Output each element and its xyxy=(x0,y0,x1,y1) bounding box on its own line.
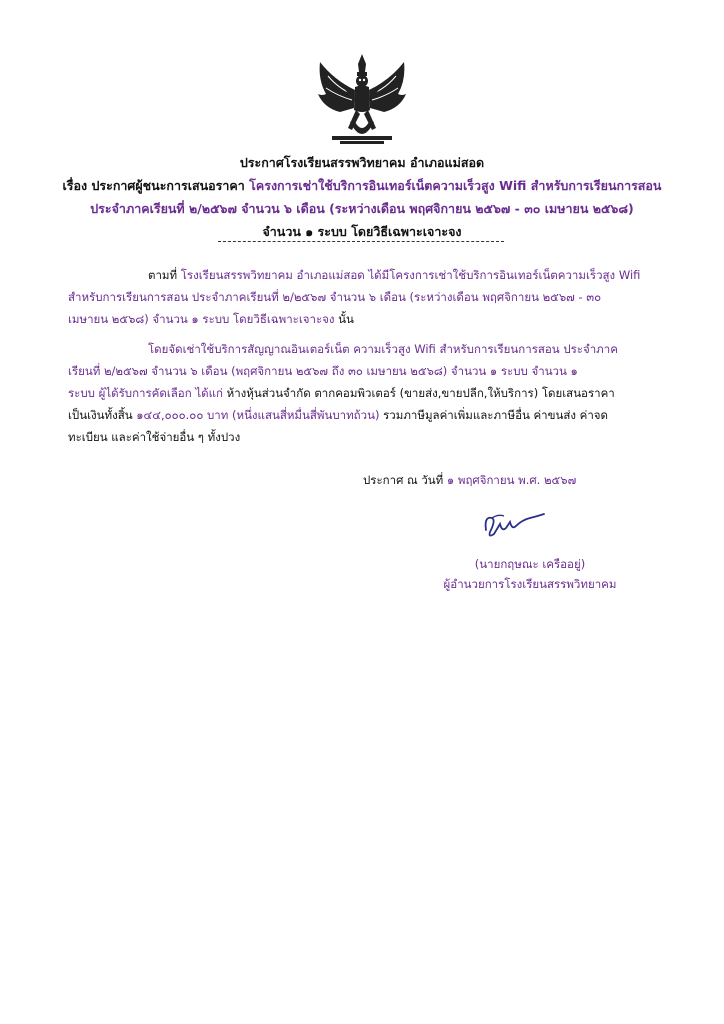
school-name: โรงเรียนสรรพวิทยาคม อำเภอแม่สอด xyxy=(180,268,365,282)
winner-label: ระบบ ผู้ได้รับการคัดเลือก ได้แก่ xyxy=(68,386,223,400)
winner-company: ห้างหุ้นส่วนจำกัด ตากคอมพิวเตอร์ (ขายส่ง,ขายปลีก,ให้บริการ) xyxy=(226,386,539,400)
paragraph2-line2: เรียนที่ ๒/๒๕๖๗ จำนวน ๖ เดือน (พฤศจิกายน ๒๕๖๗ ถึง ๓๐ เมษายน ๒๕๖๘) จำนวน ๑ ระบบ จำนวน ๑ xyxy=(68,364,578,378)
total-amount: ๑๔๔,๐๐๐.๐๐ บาท (หนึ่งแสนสี่หมื่นสี่พันบาทถ้วน) xyxy=(136,408,380,422)
paragraph2-line1 xyxy=(148,340,618,358)
paragraph1-end: นั้น xyxy=(338,312,354,326)
announce-prefix: ประกาศ ณ วันที่ xyxy=(363,473,444,487)
subject-line xyxy=(40,175,684,196)
paragraph2-line5: ทะเบียน และค่าใช้จ่ายอื่น ๆ ทั้งปวง xyxy=(68,430,241,444)
announce-date-line xyxy=(363,472,576,490)
subject-label: เรื่อง ประกาศผู้ชนะการเสนอราคา xyxy=(62,178,245,193)
paragraph1-prefix: ตามที่ xyxy=(148,268,178,282)
paragraph1-line3 xyxy=(68,310,354,328)
signer-name: (นายกฤษณะ เครืออยู่) xyxy=(474,557,586,571)
paragraph2-suffix: ความเร็วสูง Wifi สำหรับการเรียนการสอน ประจำภาค xyxy=(353,342,618,356)
subject-text: โครงการเช่าใช้บริการอินเทอร์เน็ตความเร็วสูง Wifi สำหรับการเรียนการสอน xyxy=(249,178,662,193)
tax-note: รวมภาษีมูลค่าเพิ่มและภาษีอื่น ค่าขนส่ง ค่าจด xyxy=(383,408,609,422)
paragraph2-line4 xyxy=(68,406,608,424)
paragraph1-line1 xyxy=(148,266,640,284)
garuda-emblem-icon xyxy=(312,50,412,150)
paragraph2-prefix: โดยจัดเช่าใช้บริการสัญญาณอินเตอร์เน็ต xyxy=(148,342,350,356)
announce-date: ๑ พฤศจิกายน พ.ศ. ๒๕๖๗ xyxy=(446,473,577,487)
announcement-title: ประกาศโรงเรียนสรรพวิทยาคม อำเภอแม่สอด xyxy=(239,155,485,170)
total-label: เป็นเงินทั้งสิ้น xyxy=(68,408,133,422)
subject-method: จำนวน ๑ ระบบ โดยวิธีเฉพาะเจาะจง xyxy=(262,224,462,239)
signer-title: ผู้อำนวยการโรงเรียนสรรพวิทยาคม xyxy=(443,577,617,591)
signature-image xyxy=(478,510,548,544)
paragraph1-suffix: ได้มีโครงการเช่าใช้บริการอินเทอร์เน็ตความเร็วสูง Wifi xyxy=(368,268,641,282)
bid-label: โดยเสนอราคา xyxy=(541,386,615,400)
paragraph1-line2: สำหรับการเรียนการสอน ประจำภาคเรียนที่ ๒/๒๕๖๗ จำนวน ๖ เดือน (ระหว่างเดือน พฤศจิกายน ๒๕๖๗ - ๓๐ xyxy=(68,290,602,304)
separator-line xyxy=(218,241,504,242)
paragraph2-line3 xyxy=(68,384,615,402)
subject-period: ประจำภาคเรียนที่ ๒/๒๕๖๗ จำนวน ๖ เดือน (ระหว่างเดือน พฤศจิกายน ๒๕๖๗ - ๓๐ เมษายน ๒๕๖๘) xyxy=(90,201,634,216)
paragraph1-method: เมษายน ๒๕๖๘) จำนวน ๑ ระบบ โดยวิธีเฉพาะเจาะจง xyxy=(68,312,335,326)
